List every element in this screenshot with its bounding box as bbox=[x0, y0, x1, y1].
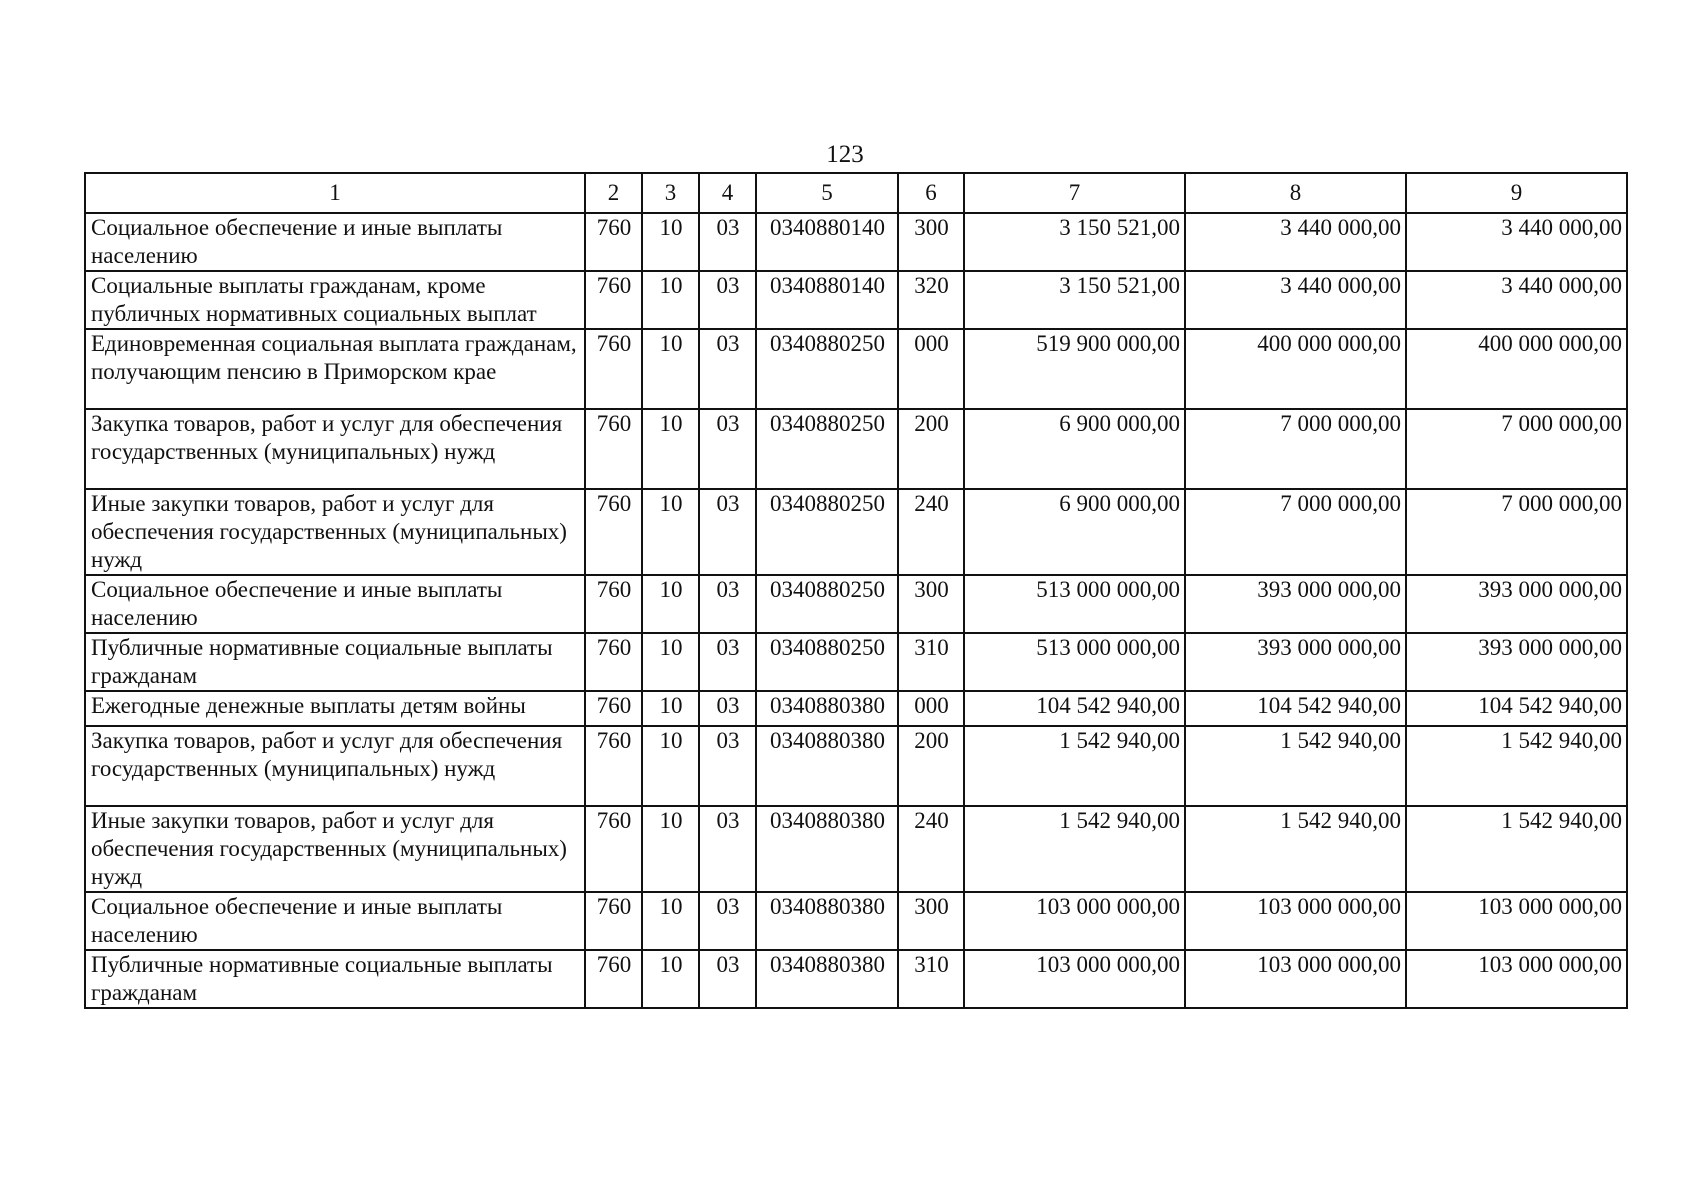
row-target-article-cell: 0340880250 bbox=[756, 329, 898, 409]
row-code-cell: 760 bbox=[585, 633, 642, 691]
table-row bbox=[85, 892, 1627, 950]
row-amount-col9-cell: 393 000 000,00 bbox=[1406, 633, 1627, 691]
row-section-cell: 10 bbox=[642, 726, 699, 806]
row-amount-col9-cell: 3 440 000,00 bbox=[1406, 271, 1627, 329]
budget-table bbox=[84, 172, 1628, 1009]
row-subsection-cell: 03 bbox=[699, 575, 756, 633]
row-code-cell: 760 bbox=[585, 271, 642, 329]
row-code-cell: 760 bbox=[585, 950, 642, 1008]
column-header: 7 bbox=[964, 173, 1185, 213]
row-amount-col8-cell: 1 542 940,00 bbox=[1185, 806, 1406, 892]
row-amount-col9-cell: 7 000 000,00 bbox=[1406, 489, 1627, 575]
row-expense-type-cell: 000 bbox=[898, 329, 964, 409]
row-section-cell: 10 bbox=[642, 892, 699, 950]
row-amount-col7-cell: 6 900 000,00 bbox=[964, 409, 1185, 489]
column-header: 8 bbox=[1185, 173, 1406, 213]
row-code-cell: 760 bbox=[585, 892, 642, 950]
table-row bbox=[85, 726, 1627, 806]
row-subsection-cell: 03 bbox=[699, 633, 756, 691]
row-amount-col8-cell: 1 542 940,00 bbox=[1185, 726, 1406, 806]
row-name-cell: Социальное обеспечение и иные выплаты населению bbox=[85, 213, 585, 271]
row-code-cell: 760 bbox=[585, 329, 642, 409]
row-section-cell: 10 bbox=[642, 409, 699, 489]
row-amount-col9-cell: 3 440 000,00 bbox=[1406, 213, 1627, 271]
row-subsection-cell: 03 bbox=[699, 489, 756, 575]
row-amount-col8-cell: 3 440 000,00 bbox=[1185, 213, 1406, 271]
row-section-cell: 10 bbox=[642, 806, 699, 892]
row-amount-col7-cell: 6 900 000,00 bbox=[964, 489, 1185, 575]
row-code-cell: 760 bbox=[585, 409, 642, 489]
row-expense-type-cell: 200 bbox=[898, 409, 964, 489]
row-name-cell: Иные закупки товаров, работ и услуг для обеспечения государственных (муниципальных) нужд bbox=[85, 806, 585, 892]
row-section-cell: 10 bbox=[642, 633, 699, 691]
row-target-article-cell: 0340880250 bbox=[756, 575, 898, 633]
row-target-article-cell: 0340880380 bbox=[756, 806, 898, 892]
row-target-article-cell: 0340880380 bbox=[756, 950, 898, 1008]
table-row bbox=[85, 409, 1627, 489]
row-expense-type-cell: 300 bbox=[898, 575, 964, 633]
row-expense-type-cell: 200 bbox=[898, 726, 964, 806]
row-expense-type-cell: 000 bbox=[898, 691, 964, 726]
row-code-cell: 760 bbox=[585, 213, 642, 271]
row-subsection-cell: 03 bbox=[699, 950, 756, 1008]
row-target-article-cell: 0340880380 bbox=[756, 726, 898, 806]
row-amount-col9-cell: 103 000 000,00 bbox=[1406, 950, 1627, 1008]
row-amount-col7-cell: 1 542 940,00 bbox=[964, 726, 1185, 806]
row-expense-type-cell: 240 bbox=[898, 489, 964, 575]
row-amount-col7-cell: 3 150 521,00 bbox=[964, 271, 1185, 329]
row-subsection-cell: 03 bbox=[699, 806, 756, 892]
column-header: 3 bbox=[642, 173, 699, 213]
row-name-cell: Закупка товаров, работ и услуг для обеспечения государственных (муниципальных) нужд bbox=[85, 726, 585, 806]
row-name-cell: Социальное обеспечение и иные выплаты населению bbox=[85, 575, 585, 633]
row-amount-col8-cell: 7 000 000,00 bbox=[1185, 489, 1406, 575]
table-row bbox=[85, 950, 1627, 1008]
row-amount-col8-cell: 400 000 000,00 bbox=[1185, 329, 1406, 409]
row-section-cell: 10 bbox=[642, 329, 699, 409]
row-amount-col9-cell: 1 542 940,00 bbox=[1406, 806, 1627, 892]
row-target-article-cell: 0340880380 bbox=[756, 892, 898, 950]
row-amount-col9-cell: 7 000 000,00 bbox=[1406, 409, 1627, 489]
row-subsection-cell: 03 bbox=[699, 329, 756, 409]
row-name-cell: Иные закупки товаров, работ и услуг для обеспечения государственных (муниципальных) нужд bbox=[85, 489, 585, 575]
row-amount-col8-cell: 3 440 000,00 bbox=[1185, 271, 1406, 329]
row-amount-col9-cell: 400 000 000,00 bbox=[1406, 329, 1627, 409]
table-row bbox=[85, 633, 1627, 691]
row-subsection-cell: 03 bbox=[699, 726, 756, 806]
column-header: 5 bbox=[756, 173, 898, 213]
row-subsection-cell: 03 bbox=[699, 691, 756, 726]
row-target-article-cell: 0340880250 bbox=[756, 633, 898, 691]
row-target-article-cell: 0340880140 bbox=[756, 213, 898, 271]
row-target-article-cell: 0340880140 bbox=[756, 271, 898, 329]
row-section-cell: 10 bbox=[642, 575, 699, 633]
row-amount-col7-cell: 103 000 000,00 bbox=[964, 892, 1185, 950]
table-row bbox=[85, 806, 1627, 892]
row-section-cell: 10 bbox=[642, 950, 699, 1008]
row-code-cell: 760 bbox=[585, 726, 642, 806]
row-name-cell: Публичные нормативные социальные выплаты гражданам bbox=[85, 633, 585, 691]
row-code-cell: 760 bbox=[585, 489, 642, 575]
page-number: 123 bbox=[826, 141, 864, 168]
row-code-cell: 760 bbox=[585, 691, 642, 726]
row-name-cell: Закупка товаров, работ и услуг для обеспечения государственных (муниципальных) нужд bbox=[85, 409, 585, 489]
row-amount-col9-cell: 103 000 000,00 bbox=[1406, 892, 1627, 950]
row-amount-col8-cell: 7 000 000,00 bbox=[1185, 409, 1406, 489]
row-expense-type-cell: 310 bbox=[898, 633, 964, 691]
row-expense-type-cell: 320 bbox=[898, 271, 964, 329]
row-amount-col9-cell: 1 542 940,00 bbox=[1406, 726, 1627, 806]
row-section-cell: 10 bbox=[642, 213, 699, 271]
row-code-cell: 760 bbox=[585, 806, 642, 892]
table-row bbox=[85, 329, 1627, 409]
row-name-cell: Социальное обеспечение и иные выплаты населению bbox=[85, 892, 585, 950]
column-header: 4 bbox=[699, 173, 756, 213]
row-target-article-cell: 0340880250 bbox=[756, 409, 898, 489]
header-row bbox=[85, 173, 1627, 213]
row-amount-col7-cell: 103 000 000,00 bbox=[964, 950, 1185, 1008]
table-body bbox=[85, 213, 1627, 1008]
row-subsection-cell: 03 bbox=[699, 409, 756, 489]
row-name-cell: Социальные выплаты гражданам, кроме публичных нормативных социальных выплат bbox=[85, 271, 585, 329]
table-row bbox=[85, 575, 1627, 633]
table-row bbox=[85, 489, 1627, 575]
row-expense-type-cell: 240 bbox=[898, 806, 964, 892]
row-amount-col8-cell: 104 542 940,00 bbox=[1185, 691, 1406, 726]
row-name-cell: Единовременная социальная выплата гражданам, получающим пенсию в Приморском крае bbox=[85, 329, 585, 409]
row-amount-col7-cell: 519 900 000,00 bbox=[964, 329, 1185, 409]
row-target-article-cell: 0340880250 bbox=[756, 489, 898, 575]
column-header: 6 bbox=[898, 173, 964, 213]
table-row bbox=[85, 691, 1627, 726]
row-amount-col9-cell: 393 000 000,00 bbox=[1406, 575, 1627, 633]
table-row bbox=[85, 271, 1627, 329]
row-expense-type-cell: 310 bbox=[898, 950, 964, 1008]
row-section-cell: 10 bbox=[642, 691, 699, 726]
row-subsection-cell: 03 bbox=[699, 213, 756, 271]
column-header: 9 bbox=[1406, 173, 1627, 213]
table-row bbox=[85, 213, 1627, 271]
row-amount-col9-cell: 104 542 940,00 bbox=[1406, 691, 1627, 726]
column-header: 1 bbox=[85, 173, 585, 213]
row-subsection-cell: 03 bbox=[699, 892, 756, 950]
row-section-cell: 10 bbox=[642, 271, 699, 329]
row-expense-type-cell: 300 bbox=[898, 892, 964, 950]
row-amount-col7-cell: 513 000 000,00 bbox=[964, 633, 1185, 691]
row-name-cell: Ежегодные денежные выплаты детям войны bbox=[85, 691, 585, 726]
row-section-cell: 10 bbox=[642, 489, 699, 575]
row-amount-col8-cell: 103 000 000,00 bbox=[1185, 950, 1406, 1008]
row-amount-col7-cell: 1 542 940,00 bbox=[964, 806, 1185, 892]
row-amount-col7-cell: 104 542 940,00 bbox=[964, 691, 1185, 726]
row-expense-type-cell: 300 bbox=[898, 213, 964, 271]
row-target-article-cell: 0340880380 bbox=[756, 691, 898, 726]
row-amount-col8-cell: 103 000 000,00 bbox=[1185, 892, 1406, 950]
column-header: 2 bbox=[585, 173, 642, 213]
row-subsection-cell: 03 bbox=[699, 271, 756, 329]
row-name-cell: Публичные нормативные социальные выплаты гражданам bbox=[85, 950, 585, 1008]
row-amount-col8-cell: 393 000 000,00 bbox=[1185, 633, 1406, 691]
row-amount-col7-cell: 513 000 000,00 bbox=[964, 575, 1185, 633]
row-amount-col8-cell: 393 000 000,00 bbox=[1185, 575, 1406, 633]
row-code-cell: 760 bbox=[585, 575, 642, 633]
row-amount-col7-cell: 3 150 521,00 bbox=[964, 213, 1185, 271]
